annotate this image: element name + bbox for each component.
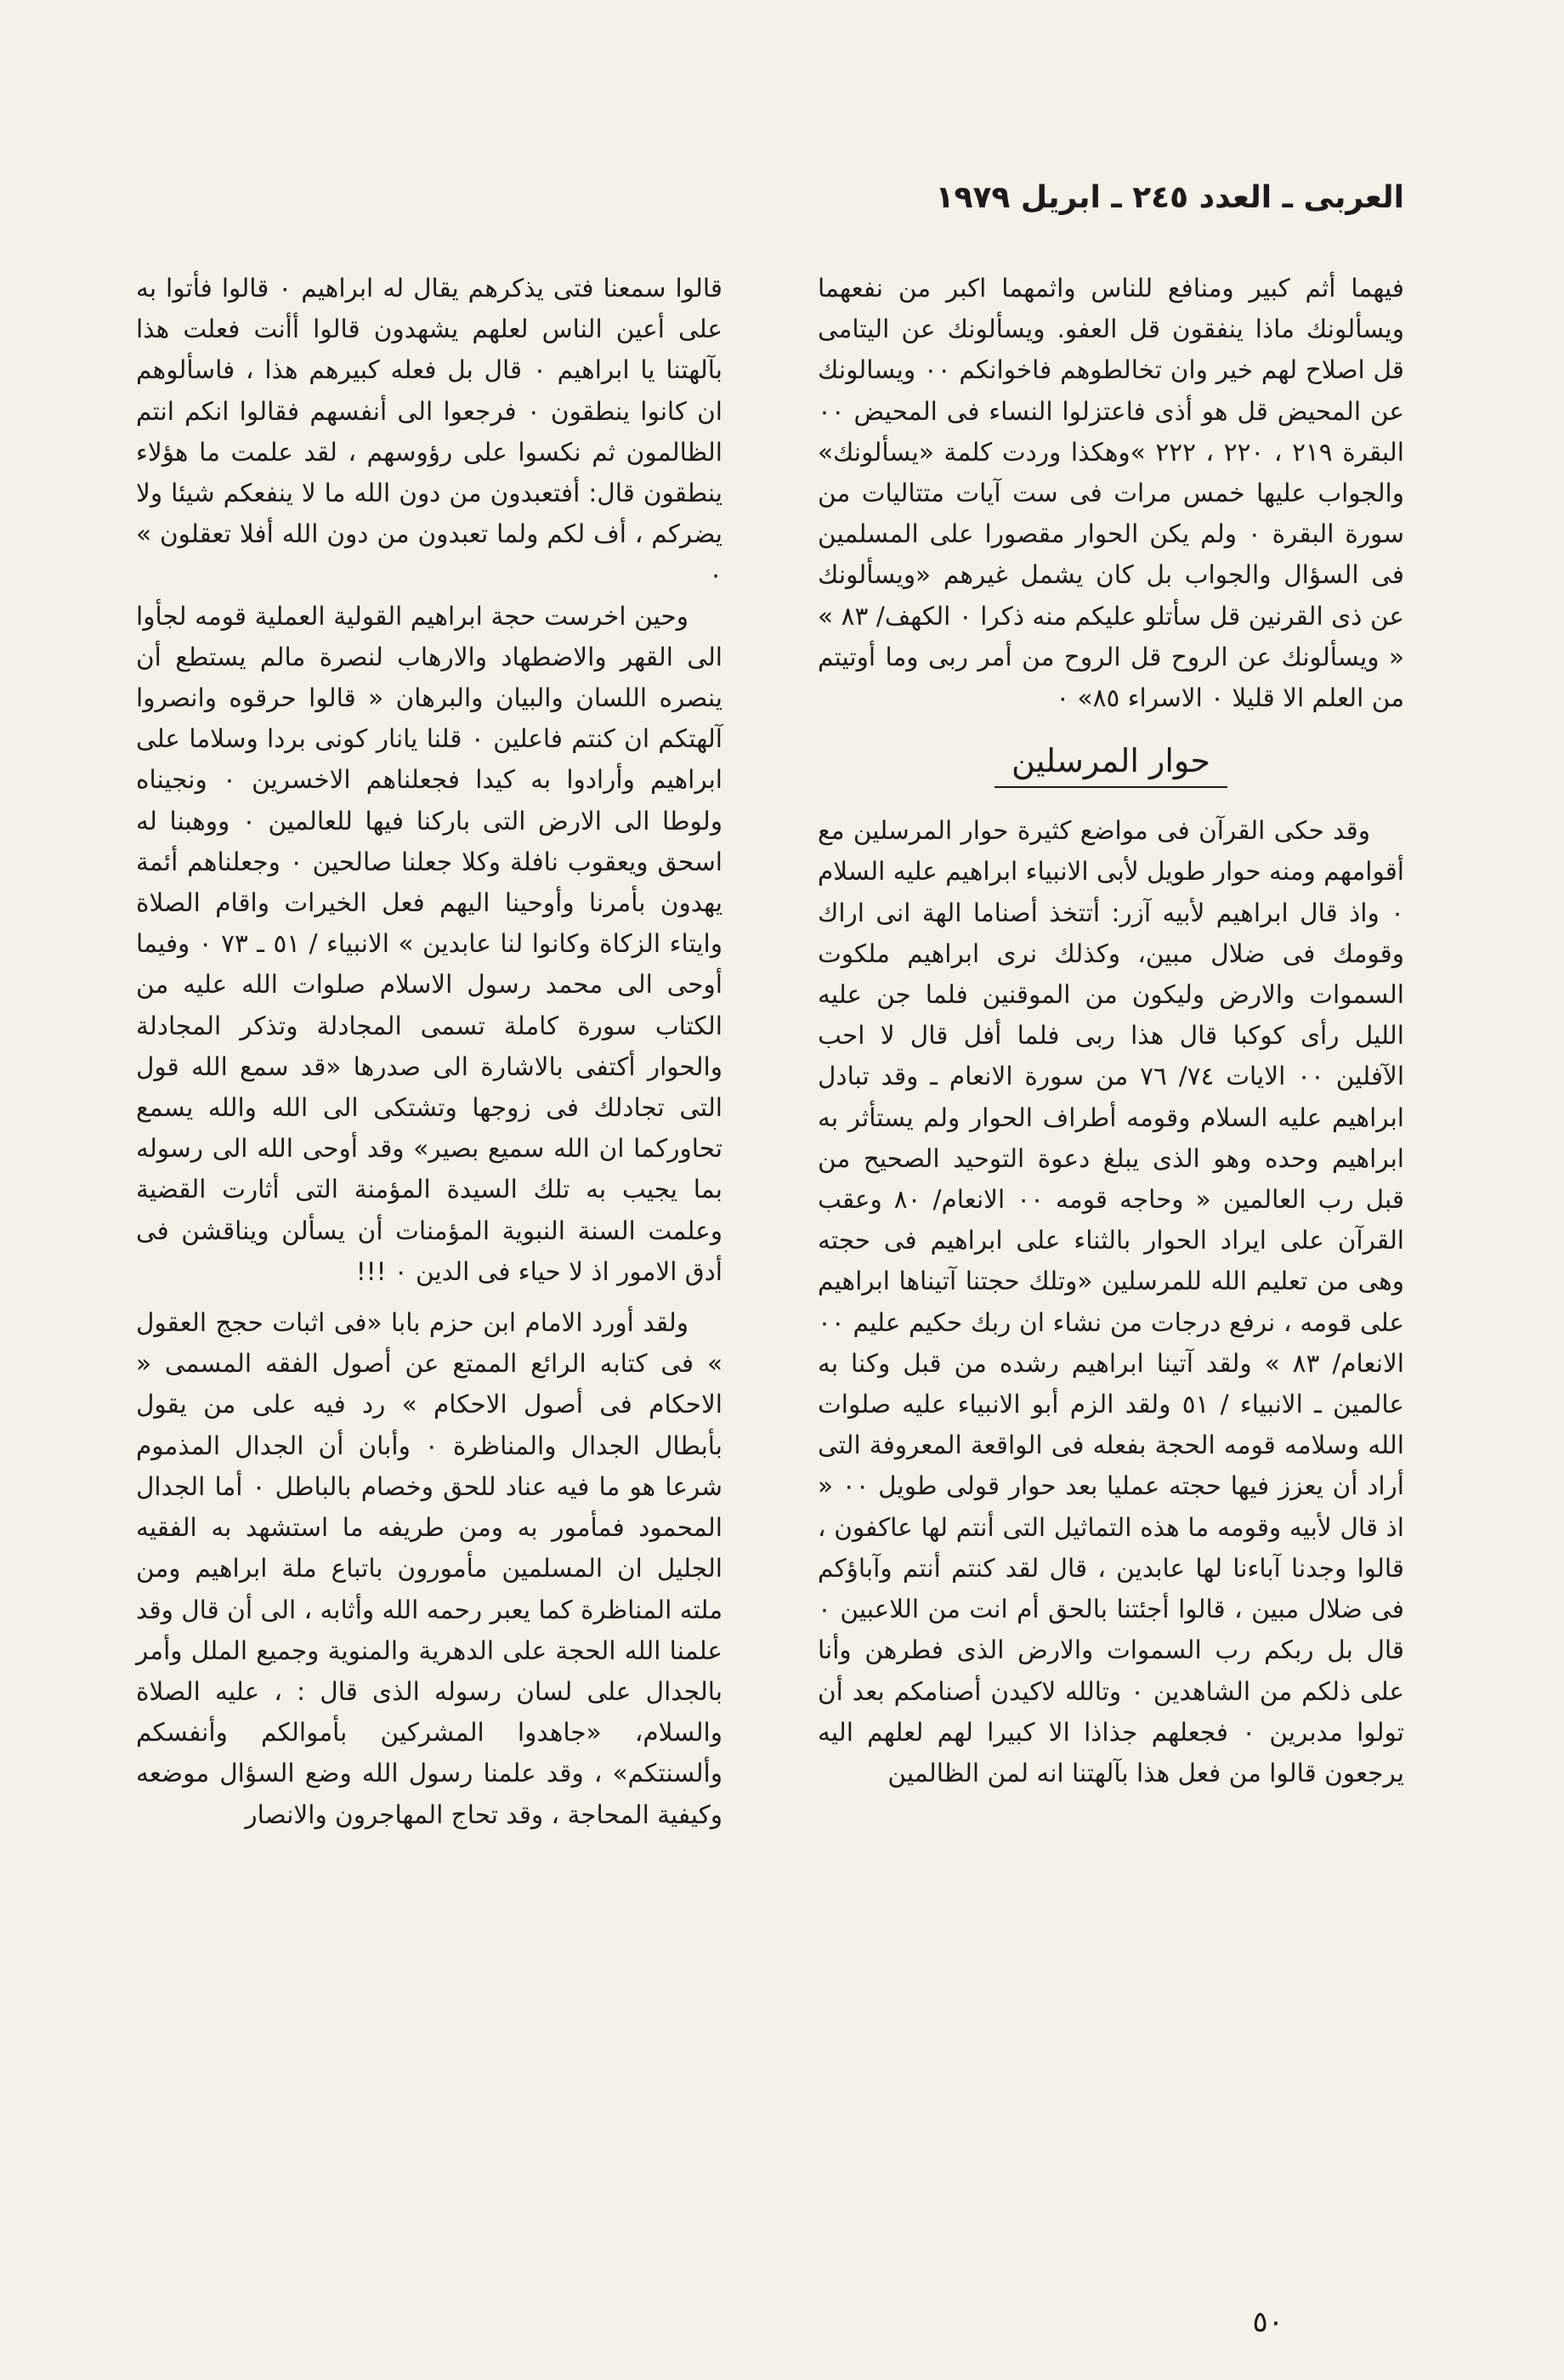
running-header: العربى ـ العدد ٢٤٥ ـ ابريل ١٩٧٩ bbox=[935, 180, 1404, 215]
section-heading-text: حوار المرسلين bbox=[994, 740, 1227, 788]
right-paragraph-1: فيهما أثم كبير ومنافع للناس واثمهما اكبر من نفعهما ويسألونك ماذا ينفقون قل العفو. ويسألونك عن اليتامى قل اصلاح لهم خير وان تخالطوهم فاخوانكم ٠٠ ويسالونك عن المحيض قل هو أذى فاعتزلوا النساء فى المحيض ٠٠ البقرة ٢١٩ ، ٢٢٠ ، ٢٢٢ »وهكذا وردت كلمة «يسألونك» والجواب عليها خمس مرات فى ست آيات متتاليات من سورة البقرة ٠ ولم يكن الحوار مقصورا على المسلمين فى السؤال والجواب بل كان يشمل غيرهم «ويسألونك عن ذى القرنين قل سأتلو عليكم منه ذكرا ٠ الكهف/ ٨٣ » « ويسألونك عن الروح قل الروح من أمر ربى وما أوتيتم من العلم الا قليلا ٠ الاسراء ٨٥» ٠ bbox=[818, 274, 1404, 713]
left-column bbox=[136, 268, 722, 1835]
left-paragraph-2: وحين اخرست حجة ابراهيم القولية العملية قومه لجأوا الى القهر والاضطهاد والارهاب لنصرة مالم يستطع أن ينصره اللسان والبيان والبرهان « قالوا حرقوه وانصروا آلهتكم ان كنتم فاعلين ٠ قلنا يانار كونى بردا وسلاما على ابراهيم وأرادوا به كيدا فجعلناهم الاخسرين ٠ ونجيناه ولوطا الى الارض التى باركنا فيها للعالمين ٠ ووهبنا له اسحق ويعقوب نافلة وكلا جعلنا صالحين ٠ وجعلناهم أئمة يهدون بأمرنا وأوحينا اليهم فعل الخيرات واقام الصلاة وايتاء الزكاة وكانوا لنا عابدين » الانبياء / ٥١ ـ ٧٣ ٠ وفيما أوحى الى محمد رسول الاسلام صلوات الله عليه من الكتاب سورة كاملة تسمى المجادلة وتذكر المجادلة والحوار أكتفى بالاشارة الى صدرها «قد سمع الله قول التى تجادلك فى زوجها وتشتكى الى الله والله يسمع تحاوركما ان الله سميع بصير» وقد أوحى الله الى رسوله بما يجيب به تلك السيدة المؤمنة التى أثارت القضية وعلمت السنة النبوية المؤمنات أن يسألن ويناقشن فى أدق الامور اذ لا حياء فى الدين ٠ !!! bbox=[136, 601, 723, 1286]
page-number: ٥٠ bbox=[1252, 2305, 1284, 2339]
left-paragraph-1: قالوا سمعنا فتى يذكرهم يقال له ابراهيم ٠ قالوا فأتوا به على أعين الناس لعلهم يشهدون قالوا أأنت فعلت هذا بآلهتنا يا ابراهيم ٠ قال بل فعله كبيرهم هذا ، فاسألوهم ان كانوا ينطقون ٠ فرجعوا الى أنفسهم فقالوا انكم انتم الظالمون ثم نكسوا على رؤوسهم ، لقد علمت ما هؤلاء ينطقون قال: أفتعبدون من دون الله ما لا ينفعكم شيئا ولا يضركم ، أف لكم ولما تعبدون من دون الله أفلا تعقلون » ٠ bbox=[136, 274, 723, 590]
paragraph-gap bbox=[136, 1292, 722, 1302]
left-paragraph-3: ولقد أورد الامام ابن حزم بابا «فى اثبات حجج العقول » فى كتابه الرائع الممتع عن أصول الفقه المسمى « الاحكام فى أصول الاحكام » رد فيه على من يقول بأبطال الجدال والمناظرة ٠ وأبان أن الجدال المذموم شرعا هو ما فيه عناد للحق وخصام بالباطل ٠ أما الجدال المحمود فمأمور به ومن طريفه ما استشهد به الفقيه الجليل ان المسلمين مأمورون باتباع ملة ابراهيم ومن ملته المناظرة كما يعبر رحمه الله وأثابه ، الى أن قال وقد علمنا الله الحجة على الدهرية والمنوية وجميع الملل وأمر بالجدال على لسان رسوله الذى قال : ، عليه الصلاة والسلام، «جاهدوا المشركين بأموالكم وأنفسكم وألسنتكم» ، وقد علمنا رسول الله وضع السؤال موضعه وكيفية المحاجة ، وقد تحاج المهاجرون والانصار bbox=[136, 1308, 722, 1829]
right-paragraph-2: وقد حكى القرآن فى مواضع كثيرة حوار المرسلين مع أقوامهم ومنه حوار طويل لأبى الانبياء ابراهيم عليه السلام ٠ واذ قال ابراهيم لأبيه آزر: أتتخذ أصناما الهة انى اراك وقومك فى ضلال مبين، وكذلك نرى ابراهيم ملكوت السموات والارض وليكون من الموقنين فلما جن عليه الليل رأى كوكبا قال هذا ربى فلما أفل قال لا احب الآفلين ٠٠ الايات ٧٤/ ٧٦ من سورة الانعام ـ وقد تبادل ابراهيم عليه السلام وقومه أطراف الحوار ولم يستأثر به ابراهيم وحده وهو الذى يبلغ دعوة التوحيد الصحيح من قبل رب العالمين « وحاجه قومه ٠٠ الانعام/ ٨٠ وعقب القرآن على ايراد الحوار بالثناء على ابراهيم فى حجته وهى من تعليم الله للمرسلين «وتلك حجتنا آتيناها ابراهيم على قومه ، نرفع درجات من نشاء ان ربك حكيم عليم ٠٠ الانعام/ ٨٣ » ولقد آتينا ابراهيم رشده من قبل وكنا به عالمين ـ الانبياء / ٥١ ولقد الزم أبو الانبياء عليه صلوات الله وسلامه قومه الحجة بفعله فى الواقعة المعروفة التى أراد أن يعزز فيها حجته عمليا بعد حوار قولى طويل ٠٠ « اذ قال لأبيه وقومه ما هذه التماثيل التى أنتم لها عاكفون ، قالوا وجدنا آباءنا لها عابدين ، قال لقد كنتم أنتم وآباؤكم فى ضلال مبين ، قالوا أجئتنا بالحق أم انت من اللاعبين ٠ قال بل ربكم رب السموات والارض الذى فطرهن وأنا على ذلكم من الشاهدين ٠ وتالله لاكيدن أصنامكم بعد أن تولوا مدبرين ٠ فجعلهم جذاذا الا كبيرا لهم لعلهم اليه يرجعون قالوا من فعل هذا بآلهتنا انه لمن الظالمين bbox=[818, 816, 1405, 1788]
section-heading bbox=[818, 740, 1404, 788]
right-column bbox=[818, 268, 1404, 1794]
